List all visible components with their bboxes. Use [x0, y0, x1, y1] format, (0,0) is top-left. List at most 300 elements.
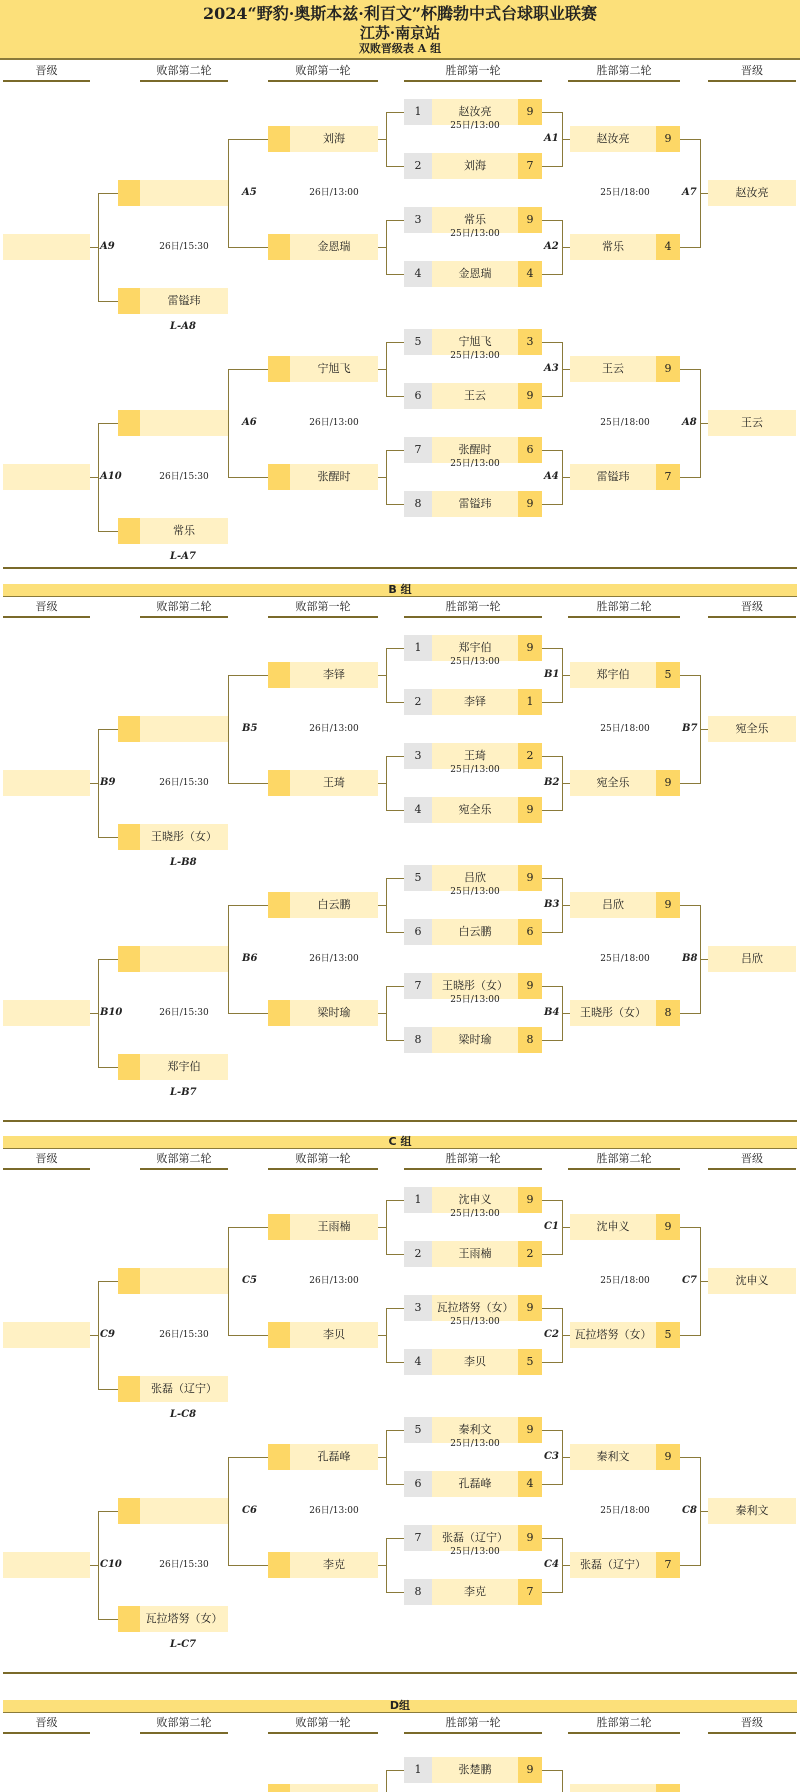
bracket-line	[386, 1308, 404, 1309]
bracket-line	[98, 423, 118, 424]
bracket-line	[542, 1362, 562, 1363]
score-cell: 9	[656, 126, 680, 152]
score-cell: 9	[656, 1214, 680, 1240]
match-label: A10	[100, 471, 122, 482]
score-cell: 9	[518, 207, 542, 233]
page-title: 2024“野豹·奥斯本兹·利百文”杯腾勃中式台球职业联赛	[202, 4, 598, 23]
seed-number: 5	[404, 1417, 432, 1443]
match-time: 26日/15:30	[159, 1330, 209, 1340]
score-cell	[268, 1552, 290, 1578]
score-cell: 1	[518, 689, 542, 715]
bracket-line	[386, 932, 404, 933]
match-label: C1	[544, 1221, 559, 1232]
seed-number: 7	[404, 437, 432, 463]
player-name: 白云鹏	[290, 892, 378, 918]
match-time: 25日/13:00	[450, 459, 500, 469]
match-time: 26日/13:00	[309, 724, 359, 734]
column-header: 晋级	[708, 600, 796, 618]
advance-name	[3, 1322, 90, 1348]
bracket-line	[90, 247, 98, 248]
score-cell	[118, 716, 140, 742]
group-title: D组	[3, 1700, 797, 1713]
drop-label: L-B8	[170, 857, 197, 868]
match-label: C7	[682, 1275, 697, 1286]
score-cell: 9	[656, 770, 680, 796]
bracket-line	[228, 1457, 229, 1566]
bracket-line	[542, 932, 562, 933]
score-cell: 9	[518, 1757, 542, 1783]
column-header: 晋级	[708, 1716, 796, 1734]
bracket-line	[378, 1565, 386, 1566]
match-time: 26日/13:00	[309, 188, 359, 198]
bracket-line	[98, 729, 99, 838]
score-cell	[118, 946, 140, 972]
bracket-line	[542, 648, 562, 649]
match-time: 26日/15:30	[159, 778, 209, 788]
bracket-line	[542, 220, 562, 221]
bracket-line	[386, 986, 387, 1041]
match-time: 26日/13:00	[309, 1506, 359, 1516]
match-time: 25日/13:00	[450, 1317, 500, 1327]
player-name: 张磊（辽宁）	[432, 1525, 518, 1551]
bracket-line	[386, 1254, 404, 1255]
bracket-line	[680, 783, 700, 784]
bracket-line	[680, 1565, 700, 1566]
score-cell: 4	[518, 1471, 542, 1497]
player-name: 王琦	[290, 770, 378, 796]
score-cell	[118, 410, 140, 436]
bracket-line	[386, 504, 404, 505]
player-name: 吕欣	[570, 892, 656, 918]
advance-name: 吕欣	[708, 946, 796, 972]
column-header: 晋级	[3, 1716, 90, 1734]
match-label: A2	[544, 241, 559, 252]
seed-number: 5	[404, 329, 432, 355]
drop-label: L-C8	[170, 1409, 197, 1420]
bracket-line	[680, 905, 700, 906]
match-time: 25日/13:00	[450, 995, 500, 1005]
player-name	[140, 946, 228, 972]
bracket-line	[386, 1362, 404, 1363]
player-name	[140, 1268, 228, 1294]
match-time: 26日/15:30	[159, 472, 209, 482]
bracket-line	[386, 1040, 404, 1041]
match-label: B1	[544, 669, 560, 680]
bracket-line	[228, 675, 229, 784]
player-name: 雷镒玮	[570, 464, 656, 490]
bracket-line	[98, 301, 118, 302]
bracket-line	[386, 648, 404, 649]
score-cell: 9	[518, 1187, 542, 1213]
bracket-line	[542, 1040, 562, 1041]
seed-number: 6	[404, 1471, 432, 1497]
page-header	[0, 0, 800, 60]
match-label: C2	[544, 1329, 559, 1340]
bracket-line	[378, 1457, 386, 1458]
player-name: 白云鹏	[432, 919, 518, 945]
score-cell	[268, 1322, 290, 1348]
group-title: B 组	[3, 584, 797, 597]
bracket-line	[386, 274, 404, 275]
player-name	[290, 1784, 378, 1792]
score-cell: 9	[518, 973, 542, 999]
bracket-line	[98, 193, 99, 302]
seed-number: 7	[404, 1525, 432, 1551]
column-header: 胜部第二轮	[568, 64, 680, 82]
player-name: 宁旭飞	[290, 356, 378, 382]
match-time: 25日/18:00	[600, 1276, 650, 1286]
score-cell	[268, 1214, 290, 1240]
player-name: 张醒时	[290, 464, 378, 490]
score-cell	[118, 288, 140, 314]
player-name: 秦利文	[570, 1444, 656, 1470]
bracket-line	[386, 878, 404, 879]
bracket-line	[542, 1308, 562, 1309]
bracket-line	[386, 342, 404, 343]
player-name: 王琦	[432, 743, 518, 769]
score-cell: 9	[518, 1295, 542, 1321]
seed-number: 6	[404, 383, 432, 409]
score-cell: 9	[518, 1525, 542, 1551]
bracket-line	[228, 905, 268, 906]
seed-number: 3	[404, 743, 432, 769]
match-time: 25日/13:00	[450, 657, 500, 667]
bracket-line	[542, 1484, 562, 1485]
score-cell: 8	[656, 1000, 680, 1026]
bracket-line	[542, 1430, 562, 1431]
match-time: 25日/18:00	[600, 1506, 650, 1516]
bracket-line	[386, 756, 387, 811]
match-label: A5	[242, 187, 257, 198]
match-label: C5	[242, 1275, 257, 1286]
column-header: 晋级	[3, 64, 90, 82]
column-header: 晋级	[3, 600, 90, 618]
seed-number: 7	[404, 973, 432, 999]
bracket-line	[228, 247, 268, 248]
bracket-line	[562, 1770, 563, 1792]
bracket-line	[98, 959, 99, 1068]
match-time: 26日/15:30	[159, 1008, 209, 1018]
match-time: 26日/15:30	[159, 1560, 209, 1570]
bracket-line	[386, 220, 387, 275]
match-time: 26日/13:00	[309, 954, 359, 964]
bracket-line	[228, 1565, 268, 1566]
score-cell: 7	[518, 153, 542, 179]
score-cell: 8	[518, 1027, 542, 1053]
table-title: 双败晋级表 A 组	[358, 42, 442, 55]
score-cell: 9	[518, 491, 542, 517]
column-header: 胜部第一轮	[404, 64, 542, 82]
bracket-line	[90, 1565, 98, 1566]
bracket-line	[98, 837, 118, 838]
score-cell: 5	[656, 1322, 680, 1348]
match-label: A1	[544, 133, 559, 144]
bracket-line	[542, 396, 562, 397]
bracket-line	[542, 1254, 562, 1255]
column-header: 胜部第一轮	[404, 1152, 542, 1170]
drop-label: L-C7	[170, 1639, 197, 1650]
player-name: 张磊（辽宁）	[140, 1376, 228, 1402]
match-label: B4	[544, 1007, 560, 1018]
bracket-line	[680, 1013, 700, 1014]
seed-number: 8	[404, 1027, 432, 1053]
score-cell: 2	[518, 743, 542, 769]
column-header: 败部第二轮	[140, 1716, 228, 1734]
player-name: 金恩瑞	[432, 261, 518, 287]
bracket-line	[542, 756, 562, 757]
bracket-line	[542, 274, 562, 275]
player-name	[140, 716, 228, 742]
player-name: 瓦拉塔努（女）	[570, 1322, 656, 1348]
seed-number: 1	[404, 1187, 432, 1213]
match-time: 25日/13:00	[450, 351, 500, 361]
player-name: 梁时瑜	[290, 1000, 378, 1026]
player-name: 宛全乐	[570, 770, 656, 796]
score-cell: 9	[518, 1417, 542, 1443]
group-separator	[3, 1672, 797, 1674]
score-cell: 7	[518, 1579, 542, 1605]
player-name: 常乐	[432, 207, 518, 233]
column-header: 胜部第二轮	[568, 600, 680, 618]
bracket-line	[228, 905, 229, 1014]
score-cell	[118, 824, 140, 850]
match-time: 26日/15:30	[159, 242, 209, 252]
bracket-line	[90, 783, 98, 784]
bracket-line	[98, 1511, 118, 1512]
player-name: 李克	[432, 1579, 518, 1605]
group-title: C 组	[3, 1136, 797, 1149]
bracket-line	[680, 369, 700, 370]
player-name: 张磊（辽宁）	[570, 1552, 656, 1578]
bracket-line	[98, 1067, 118, 1068]
bracket-line	[228, 1335, 268, 1336]
player-name: 孔磊峰	[290, 1444, 378, 1470]
bracket-line	[542, 810, 562, 811]
bracket-line	[378, 1335, 386, 1336]
bracket-line	[98, 1619, 118, 1620]
bracket-line	[542, 1538, 562, 1539]
bracket-line	[378, 783, 386, 784]
score-cell	[118, 1054, 140, 1080]
player-name: 秦利文	[432, 1417, 518, 1443]
player-name	[140, 1498, 228, 1524]
score-cell	[268, 1000, 290, 1026]
bracket-line	[98, 1511, 99, 1620]
match-time: 25日/13:00	[450, 121, 500, 131]
match-label: B7	[682, 723, 698, 734]
bracket-line	[378, 905, 386, 906]
score-cell	[268, 1444, 290, 1470]
column-header: 败部第二轮	[140, 1152, 228, 1170]
bracket-line	[386, 1592, 404, 1593]
player-name: 李贝	[432, 1349, 518, 1375]
drop-label: L-A8	[170, 321, 196, 332]
bracket-line	[542, 1770, 562, 1771]
score-cell: 9	[518, 865, 542, 891]
score-cell: 5	[518, 1349, 542, 1375]
bracket-line	[386, 986, 404, 987]
score-cell	[118, 1498, 140, 1524]
player-name: 李贝	[290, 1322, 378, 1348]
bracket-line	[378, 1227, 386, 1228]
bracket-line	[542, 1200, 562, 1201]
bracket-line	[228, 477, 268, 478]
match-time: 26日/13:00	[309, 418, 359, 428]
bracket-line	[680, 477, 700, 478]
bracket-line	[680, 1457, 700, 1458]
player-name: 瓦拉塔努（女）	[140, 1606, 228, 1632]
score-cell	[656, 1784, 680, 1792]
seed-number: 5	[404, 865, 432, 891]
score-cell: 9	[518, 99, 542, 125]
bracket-line	[378, 1013, 386, 1014]
match-label: B3	[544, 899, 560, 910]
seed-number: 8	[404, 1579, 432, 1605]
player-name: 金恩瑞	[290, 234, 378, 260]
score-cell	[268, 356, 290, 382]
bracket-line	[386, 220, 404, 221]
advance-name: 宛全乐	[708, 716, 796, 742]
seed-number: 3	[404, 1295, 432, 1321]
advance-name	[3, 464, 90, 490]
bracket-line	[98, 1281, 118, 1282]
player-name	[140, 410, 228, 436]
bracket-line	[378, 139, 386, 140]
bracket-line	[228, 675, 268, 676]
bracket-line	[680, 675, 700, 676]
column-header: 败部第一轮	[268, 64, 378, 82]
bracket-line	[98, 531, 118, 532]
score-cell	[268, 126, 290, 152]
match-time: 25日/13:00	[450, 1547, 500, 1557]
match-label: A7	[682, 187, 697, 198]
bracket-line	[228, 1227, 229, 1336]
player-name: 王晓彤（女）	[432, 973, 518, 999]
bracket-line	[386, 810, 404, 811]
bracket-line	[542, 1592, 562, 1593]
match-label: C10	[100, 1559, 122, 1570]
player-name: 梁时瑜	[432, 1027, 518, 1053]
player-name	[140, 180, 228, 206]
bracket-line	[386, 396, 404, 397]
bracket-line	[90, 1013, 98, 1014]
seed-number: 6	[404, 919, 432, 945]
player-name	[570, 1784, 656, 1792]
column-header: 败部第一轮	[268, 1152, 378, 1170]
score-cell	[268, 770, 290, 796]
score-cell: 4	[518, 261, 542, 287]
seed-number: 1	[404, 1757, 432, 1783]
bracket-line	[680, 247, 700, 248]
seed-number: 2	[404, 153, 432, 179]
bracket-line	[228, 369, 268, 370]
player-name: 王雨楠	[290, 1214, 378, 1240]
match-label: B2	[544, 777, 560, 788]
bracket-line	[680, 1335, 700, 1336]
match-label: A3	[544, 363, 559, 374]
bracket-line	[228, 369, 229, 478]
score-cell: 6	[518, 919, 542, 945]
bracket-line	[90, 477, 98, 478]
match-time: 26日/13:00	[309, 1276, 359, 1286]
column-header: 晋级	[708, 1152, 796, 1170]
match-time: 25日/18:00	[600, 724, 650, 734]
match-label: C8	[682, 1505, 697, 1516]
group-separator	[3, 1120, 797, 1122]
player-name: 王云	[570, 356, 656, 382]
bracket-line	[386, 702, 404, 703]
seed-number: 4	[404, 1349, 432, 1375]
bracket-line	[386, 1308, 387, 1363]
player-name: 王雨楠	[432, 1241, 518, 1267]
score-cell	[118, 1606, 140, 1632]
match-time: 25日/18:00	[600, 954, 650, 964]
advance-name: 王云	[708, 410, 796, 436]
bracket-line	[386, 1200, 387, 1255]
bracket-line	[98, 959, 118, 960]
score-cell	[118, 1376, 140, 1402]
match-label: A6	[242, 417, 257, 428]
score-cell	[268, 892, 290, 918]
match-label: A9	[100, 241, 115, 252]
bracket-line	[386, 756, 404, 757]
match-time: 25日/13:00	[450, 1439, 500, 1449]
bracket-line	[386, 1430, 387, 1485]
score-cell	[268, 464, 290, 490]
player-name: 常乐	[140, 518, 228, 544]
score-cell: 7	[656, 1552, 680, 1578]
column-header: 胜部第一轮	[404, 600, 542, 618]
match-time: 25日/13:00	[450, 887, 500, 897]
player-name: 王晓彤（女）	[570, 1000, 656, 1026]
player-name: 刘海	[290, 126, 378, 152]
score-cell: 5	[656, 662, 680, 688]
score-cell	[118, 1268, 140, 1294]
bracket-line	[378, 247, 386, 248]
column-header: 胜部第一轮	[404, 1716, 542, 1734]
player-name: 瓦拉塔努（女）	[432, 1295, 518, 1321]
page-subtitle: 江苏·南京站	[359, 24, 441, 42]
advance-name	[3, 234, 90, 260]
advance-name	[3, 1552, 90, 1578]
drop-label: L-B7	[170, 1087, 197, 1098]
seed-number: 8	[404, 491, 432, 517]
bracket-line	[378, 369, 386, 370]
bracket-line	[542, 450, 562, 451]
advance-name	[3, 1000, 90, 1026]
match-label: B6	[242, 953, 258, 964]
player-name: 李克	[290, 1552, 378, 1578]
match-label: B9	[100, 777, 116, 788]
player-name: 吕欣	[432, 865, 518, 891]
player-name: 李铎	[290, 662, 378, 688]
match-time: 25日/13:00	[450, 229, 500, 239]
bracket-line	[680, 1227, 700, 1228]
bracket-line	[98, 1389, 118, 1390]
bracket-line	[386, 1484, 404, 1485]
column-header: 胜部第二轮	[568, 1716, 680, 1734]
score-cell: 7	[656, 464, 680, 490]
bracket-line	[386, 878, 387, 933]
score-cell: 6	[518, 437, 542, 463]
player-name: 郑宇伯	[432, 635, 518, 661]
advance-name: 秦利文	[708, 1498, 796, 1524]
score-cell: 3	[518, 329, 542, 355]
player-name: 张楚鹏	[432, 1757, 518, 1783]
player-name: 雷镒玮	[432, 491, 518, 517]
drop-label: L-A7	[170, 551, 196, 562]
bracket-line	[386, 166, 404, 167]
